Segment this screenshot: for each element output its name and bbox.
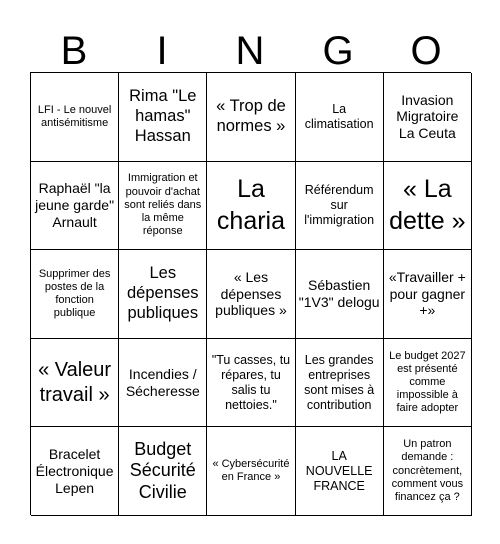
bingo-cell[interactable]: Sébastien "1V3" delogu (296, 250, 384, 339)
bingo-cell[interactable]: LFI - Le nouvel antisémitisme (31, 73, 119, 162)
bingo-card-grid (30, 72, 471, 515)
bingo-cell[interactable]: « Les dépenses publiques » (207, 250, 295, 339)
bingo-cell[interactable]: Raphaël "la jeune garde" Arnault (31, 162, 119, 251)
header-letter-i: I (156, 29, 168, 73)
bingo-cell[interactable]: Les grandes entreprises sont mises à contribution (296, 339, 384, 428)
header-letter-o: O (410, 29, 442, 73)
bingo-cell[interactable]: Le budget 2027 est présenté comme impossible à faire adopter (384, 339, 472, 428)
bingo-cell[interactable]: La charia (207, 162, 295, 251)
bingo-cell[interactable]: « Valeur travail » (31, 339, 119, 428)
bingo-cell[interactable]: «Travailler + pour gagner +» (384, 250, 472, 339)
bingo-cell[interactable]: Budget Sécurité Civilie (119, 427, 207, 516)
bingo-cell[interactable]: "Tu casses, tu répares, tu salis tu nettoies." (207, 339, 295, 428)
bingo-header (30, 0, 470, 72)
bingo-cell[interactable]: La climatisation (296, 73, 384, 162)
bingo-cell[interactable]: « Trop de normes » (207, 73, 295, 162)
bingo-cell[interactable]: Rima "Le hamas" Hassan (119, 73, 207, 162)
bingo-cell[interactable]: Référendum sur l'immigration (296, 162, 384, 251)
header-letter-g: G (322, 29, 354, 73)
bingo-cell[interactable]: Supprimer des postes de la fonction publique (31, 250, 119, 339)
bingo-cell[interactable]: Immigration et pouvoir d'achat sont reliés dans la même réponse (119, 162, 207, 251)
bingo-cell[interactable]: LA NOUVELLE FRANCE (296, 427, 384, 516)
bingo-cell[interactable]: Un patron demande : concrètement, comment vous financez ça ? (384, 427, 472, 516)
bingo-cell[interactable]: Incendies / Sécheresse (119, 339, 207, 428)
bingo-cell[interactable]: Bracelet Électronique Lepen (31, 427, 119, 516)
header-letter-b: B (60, 29, 88, 73)
bingo-cell[interactable]: Les dépenses publiques (119, 250, 207, 339)
bingo-cell[interactable]: « Cybersécurité en France » (207, 427, 295, 516)
bingo-cell[interactable]: Invasion Migratoire La Ceuta (384, 73, 472, 162)
header-letter-n: N (235, 29, 265, 73)
bingo-cell[interactable]: « La dette » (384, 162, 472, 251)
